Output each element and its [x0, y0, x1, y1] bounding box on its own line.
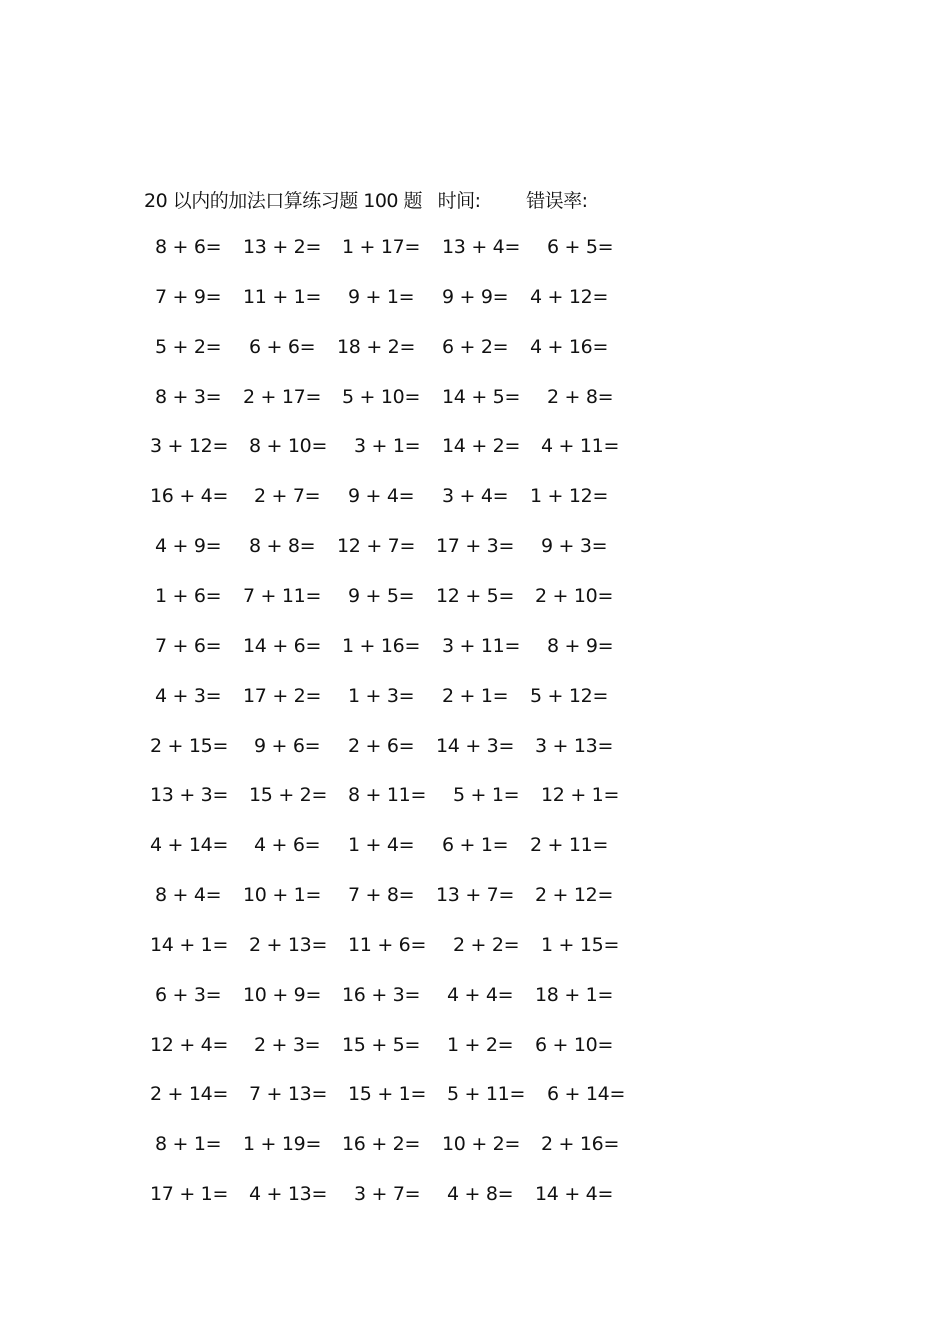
addition-problem: 8 + 1=: [155, 1133, 222, 1155]
addition-problem: 2 + 2=: [453, 934, 520, 956]
addition-problem: 6 + 6=: [249, 336, 316, 358]
addition-problem: 14 + 1=: [150, 934, 229, 956]
addition-problem: 6 + 14=: [547, 1083, 626, 1105]
addition-problem: 5 + 1=: [453, 784, 520, 806]
problem-row: [0, 535, 950, 565]
problem-row: [0, 286, 950, 316]
addition-problem: 9 + 9=: [442, 286, 509, 308]
addition-problem: 13 + 2=: [243, 236, 322, 258]
addition-problem: 2 + 16=: [541, 1133, 620, 1155]
addition-problem: 7 + 13=: [249, 1083, 328, 1105]
addition-problem: 13 + 3=: [150, 784, 229, 806]
addition-problem: 4 + 13=: [249, 1183, 328, 1205]
problem-row: [0, 485, 950, 515]
error-rate-label: 错误率:: [526, 190, 588, 212]
problem-row: [0, 1034, 950, 1064]
problem-row: [0, 1183, 950, 1213]
addition-problem: 1 + 17=: [342, 236, 421, 258]
addition-problem: 17 + 3=: [436, 535, 515, 557]
addition-problem: 15 + 1=: [348, 1083, 427, 1105]
addition-problem: 10 + 9=: [243, 984, 322, 1006]
problem-row: [0, 784, 950, 814]
problem-row: [0, 884, 950, 914]
addition-problem: 8 + 11=: [348, 784, 427, 806]
problem-row: [0, 585, 950, 615]
addition-problem: 7 + 9=: [155, 286, 222, 308]
addition-problem: 10 + 2=: [442, 1133, 521, 1155]
addition-problem: 4 + 8=: [447, 1183, 514, 1205]
addition-problem: 2 + 15=: [150, 735, 229, 757]
problem-row: [0, 1133, 950, 1163]
addition-problem: 2 + 12=: [535, 884, 614, 906]
addition-problem: 7 + 8=: [348, 884, 415, 906]
problem-row: [0, 735, 950, 765]
addition-problem: 3 + 4=: [442, 485, 509, 507]
addition-problem: 6 + 5=: [547, 236, 614, 258]
addition-problem: 6 + 1=: [442, 834, 509, 856]
addition-problem: 7 + 6=: [155, 635, 222, 657]
addition-problem: 1 + 3=: [348, 685, 415, 707]
addition-problem: 2 + 10=: [535, 585, 614, 607]
addition-problem: 2 + 6=: [348, 735, 415, 757]
addition-problem: 14 + 4=: [535, 1183, 614, 1205]
addition-problem: 8 + 3=: [155, 386, 222, 408]
addition-problem: 11 + 6=: [348, 934, 427, 956]
addition-problem: 4 + 14=: [150, 834, 229, 856]
addition-problem: 7 + 11=: [243, 585, 322, 607]
addition-problem: 10 + 1=: [243, 884, 322, 906]
addition-problem: 4 + 4=: [447, 984, 514, 1006]
addition-problem: 16 + 2=: [342, 1133, 421, 1155]
addition-problem: 5 + 11=: [447, 1083, 526, 1105]
addition-problem: 2 + 8=: [547, 386, 614, 408]
addition-problem: 4 + 16=: [530, 336, 609, 358]
problem-row: [0, 1083, 950, 1113]
addition-problem: 4 + 11=: [541, 435, 620, 457]
addition-problem: 18 + 2=: [337, 336, 416, 358]
addition-problem: 18 + 1=: [535, 984, 614, 1006]
addition-problem: 12 + 1=: [541, 784, 620, 806]
addition-problem: 2 + 7=: [254, 485, 321, 507]
problem-row: [0, 635, 950, 665]
addition-problem: 5 + 2=: [155, 336, 222, 358]
addition-problem: 12 + 4=: [150, 1034, 229, 1056]
addition-problem: 6 + 2=: [442, 336, 509, 358]
addition-problem: 12 + 5=: [436, 585, 515, 607]
addition-problem: 11 + 1=: [243, 286, 322, 308]
addition-problem: 3 + 7=: [354, 1183, 421, 1205]
addition-problem: 3 + 13=: [535, 735, 614, 757]
addition-problem: 14 + 2=: [442, 435, 521, 457]
addition-problem: 14 + 5=: [442, 386, 521, 408]
addition-problem: 8 + 8=: [249, 535, 316, 557]
addition-problem: 12 + 7=: [337, 535, 416, 557]
addition-problem: 1 + 19=: [243, 1133, 322, 1155]
addition-problem: 2 + 1=: [442, 685, 509, 707]
addition-problem: 2 + 14=: [150, 1083, 229, 1105]
addition-problem: 17 + 1=: [150, 1183, 229, 1205]
worksheet-title: 20 以内的加法口算练习题 100 题: [144, 190, 423, 212]
problem-row: [0, 984, 950, 1014]
addition-problem: 5 + 10=: [342, 386, 421, 408]
addition-problem: 1 + 12=: [530, 485, 609, 507]
addition-problem: 1 + 4=: [348, 834, 415, 856]
addition-problem: 1 + 15=: [541, 934, 620, 956]
addition-problem: 9 + 4=: [348, 485, 415, 507]
addition-problem: 8 + 10=: [249, 435, 328, 457]
addition-problem: 2 + 3=: [254, 1034, 321, 1056]
addition-problem: 5 + 12=: [530, 685, 609, 707]
addition-problem: 14 + 3=: [436, 735, 515, 757]
addition-problem: 4 + 3=: [155, 685, 222, 707]
time-label: 时间:: [437, 190, 481, 212]
addition-problem: 15 + 2=: [249, 784, 328, 806]
addition-problem: 4 + 12=: [530, 286, 609, 308]
problem-row: [0, 386, 950, 416]
addition-problem: 2 + 13=: [249, 934, 328, 956]
problem-row: [0, 685, 950, 715]
addition-problem: 4 + 6=: [254, 834, 321, 856]
addition-problem: 8 + 9=: [547, 635, 614, 657]
addition-problem: 16 + 3=: [342, 984, 421, 1006]
addition-problem: 13 + 4=: [442, 236, 521, 258]
problem-row: [0, 336, 950, 366]
addition-problem: 8 + 6=: [155, 236, 222, 258]
addition-problem: 15 + 5=: [342, 1034, 421, 1056]
addition-problem: 13 + 7=: [436, 884, 515, 906]
addition-problem: 9 + 5=: [348, 585, 415, 607]
addition-problem: 9 + 1=: [348, 286, 415, 308]
problem-row: [0, 834, 950, 864]
addition-problem: 17 + 2=: [243, 685, 322, 707]
addition-problem: 2 + 17=: [243, 386, 322, 408]
addition-problem: 1 + 16=: [342, 635, 421, 657]
addition-problem: 3 + 1=: [354, 435, 421, 457]
addition-problem: 9 + 3=: [541, 535, 608, 557]
problem-row: [0, 236, 950, 266]
problem-row: [0, 934, 950, 964]
addition-problem: 2 + 11=: [530, 834, 609, 856]
addition-problem: 3 + 11=: [442, 635, 521, 657]
addition-problem: 4 + 9=: [155, 535, 222, 557]
addition-problem: 1 + 6=: [155, 585, 222, 607]
addition-problem: 16 + 4=: [150, 485, 229, 507]
addition-problem: 6 + 3=: [155, 984, 222, 1006]
addition-problem: 14 + 6=: [243, 635, 322, 657]
problem-row: [0, 435, 950, 465]
addition-problem: 8 + 4=: [155, 884, 222, 906]
addition-problem: 9 + 6=: [254, 735, 321, 757]
addition-problem: 6 + 10=: [535, 1034, 614, 1056]
addition-problem: 3 + 12=: [150, 435, 229, 457]
addition-problem: 1 + 2=: [447, 1034, 514, 1056]
